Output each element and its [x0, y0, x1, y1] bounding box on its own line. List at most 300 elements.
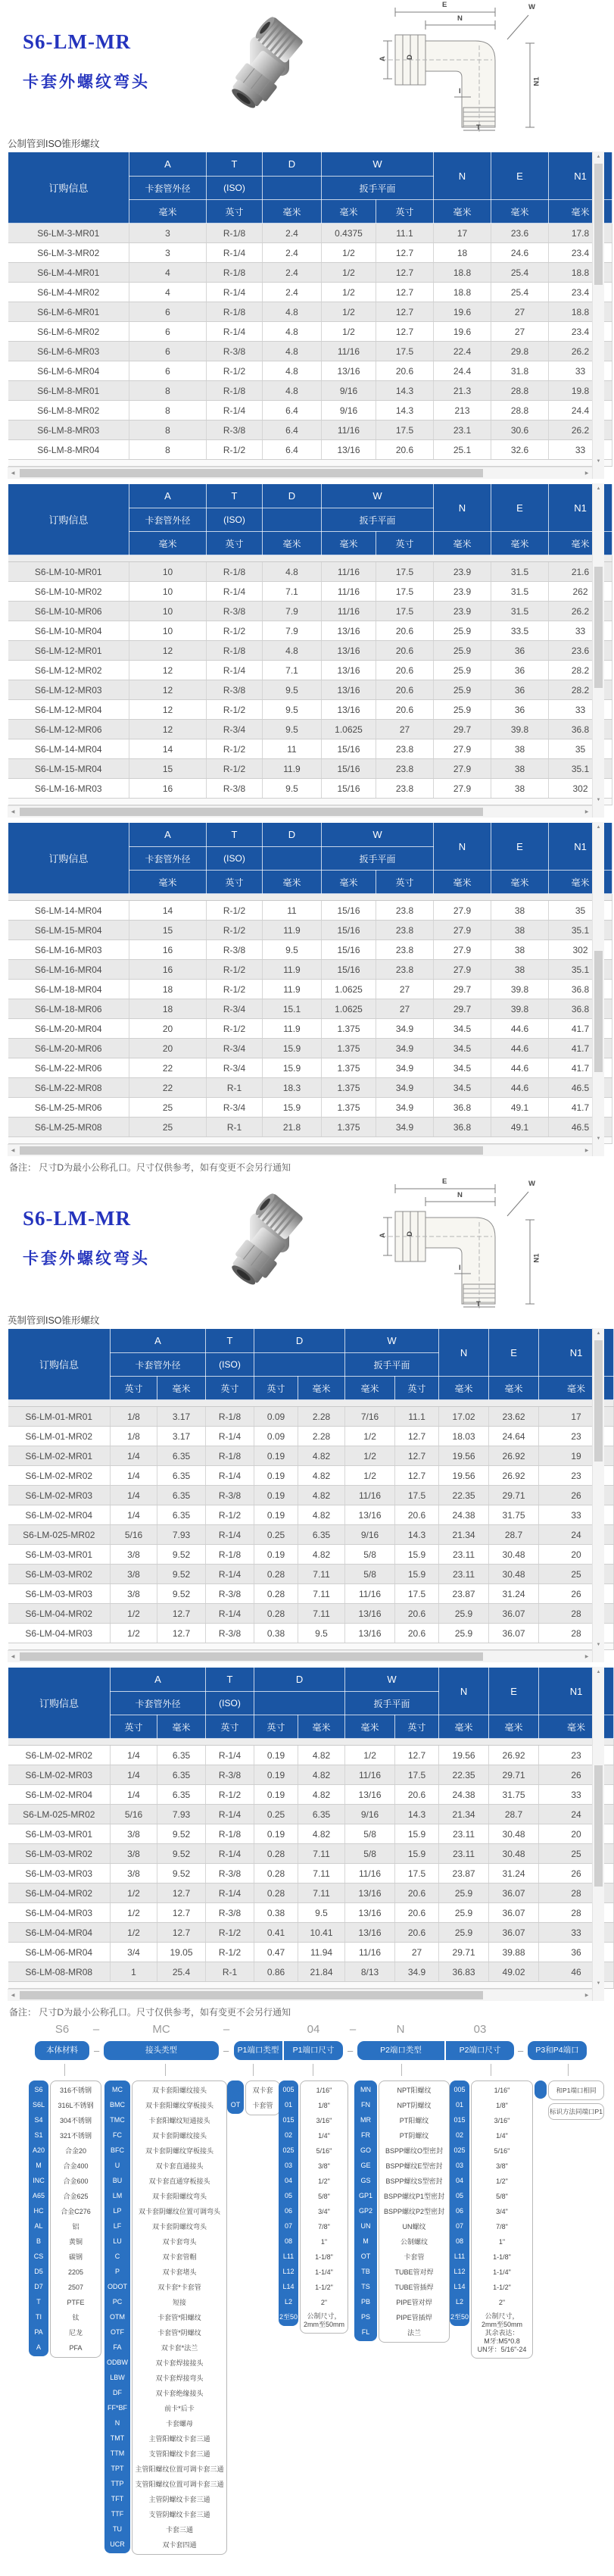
dim-label-t: T	[476, 1300, 481, 1308]
table-cell: R-1/4	[206, 1844, 254, 1864]
clipped-row	[8, 1982, 614, 1989]
desc-cell: 双卡套阳螺纹接头	[151, 2087, 207, 2094]
col-header	[254, 1353, 345, 1377]
code-cell: 07	[455, 2222, 463, 2230]
table-cell: S6-LM-14-MR04	[8, 901, 129, 921]
desc-cell: 双卡套弯头	[162, 2238, 197, 2246]
horizontal-scrollbar[interactable]	[8, 805, 592, 818]
code-cell: 005	[453, 2086, 466, 2093]
table-cell: 23.11	[439, 1844, 489, 1864]
desc-cell: 双卡套焊接弯头	[155, 2374, 204, 2382]
table-cell: 11.9	[263, 1019, 322, 1039]
table-cell: 0.19	[254, 1765, 298, 1785]
table-cell: 28.7	[489, 1805, 539, 1824]
desc-cell: 2507	[67, 2284, 84, 2291]
table-cell: R-1/8	[206, 1407, 254, 1427]
scroll-up-icon[interactable]: ▲	[596, 486, 601, 491]
table-cell: R-3/4	[207, 1039, 263, 1058]
table-cell: 18.8	[434, 263, 491, 283]
scroll-right-icon[interactable]: ▶	[584, 1149, 589, 1153]
table-cell: 27.9	[434, 759, 491, 779]
dim-label-w: W	[528, 3, 535, 11]
horizontal-scrollbar[interactable]	[8, 1989, 592, 2001]
col-header	[263, 177, 322, 200]
table-viewport[interactable]	[8, 1328, 592, 1662]
table-cell: R-3/8	[206, 1624, 254, 1643]
table-cell: S6-LM-16-MR03	[8, 940, 129, 960]
table-cell: 36	[491, 680, 549, 700]
table-cell: 12.7	[376, 302, 434, 322]
table-viewport[interactable]	[8, 483, 592, 818]
scroll-right-icon[interactable]: ▶	[584, 1655, 589, 1659]
scroll-right-icon[interactable]: ▶	[584, 810, 589, 814]
table-cell: 27.9	[434, 921, 491, 940]
table-row	[8, 1118, 612, 1137]
table-cell: R-1/4	[206, 1427, 254, 1446]
vertical-scrollbar[interactable]	[592, 152, 604, 479]
table-cell: S6-LM-22-MR06	[8, 1058, 129, 1078]
table-cell: 46.5	[549, 1118, 612, 1137]
dim-label-n1: N1	[532, 77, 541, 86]
horizontal-scroll-thumb[interactable]	[20, 1652, 483, 1661]
vertical-scrollbar[interactable]	[592, 1328, 604, 1662]
code-cell: UCR	[110, 2540, 125, 2548]
table-cell: 17.5	[376, 420, 434, 440]
table-row	[8, 980, 612, 999]
table-cell: 15.9	[395, 1844, 439, 1864]
unit-header: 毫米	[263, 532, 322, 555]
horizontal-scroll-thumb[interactable]	[20, 808, 483, 816]
table-cell: 30.48	[489, 1565, 539, 1584]
table-cell: 25	[129, 1098, 207, 1118]
code-cell: FC	[113, 2131, 122, 2139]
desc-cell: 双卡套绝缘接头	[155, 2390, 204, 2397]
table-cell: 20.6	[395, 1884, 439, 1903]
table-cell: 23.11	[439, 1565, 489, 1584]
code-cell: GO	[360, 2146, 371, 2154]
table-cell: 3/8	[111, 1844, 157, 1864]
table-row	[8, 562, 612, 582]
table-cell: S6-LM-18-MR06	[8, 999, 129, 1019]
table-cell: 9/16	[345, 1805, 395, 1824]
table-cell: 11.9	[263, 921, 322, 940]
code-cell: T	[36, 2298, 41, 2306]
pill-p1-port-size: P1端口尺寸	[284, 2041, 343, 2060]
code-cell: 025	[453, 2146, 466, 2154]
col-header: N1	[549, 823, 612, 871]
code-cell: 08	[455, 2237, 463, 2245]
table-cell: 26.2	[549, 602, 612, 621]
table-cell: S6-LM-12-MR03	[8, 680, 129, 700]
table-row	[8, 661, 612, 680]
table-cell: R-3/8	[207, 420, 263, 440]
table-cell: 0.19	[254, 1824, 298, 1844]
scroll-left-icon[interactable]: ◀	[11, 1149, 15, 1153]
unit-header: 毫米	[439, 1715, 489, 1739]
table-cell: 1/2	[345, 1746, 395, 1765]
vertical-scroll-thumb[interactable]	[594, 1340, 603, 1462]
scroll-left-icon[interactable]: ◀	[11, 1993, 15, 1998]
table-row	[8, 582, 612, 602]
table-cell: 17	[434, 224, 491, 243]
vertical-scroll-thumb[interactable]	[594, 1765, 603, 1887]
table-cell: 29.7	[434, 999, 491, 1019]
col-header: E	[491, 484, 549, 532]
table-cell: 1/2	[345, 1466, 395, 1486]
col-header: 订购信息	[8, 1329, 111, 1400]
desc-cell: 卡套管*阳螺纹	[157, 2314, 201, 2321]
table-cell: 4	[129, 283, 207, 302]
product-photo	[210, 5, 324, 129]
desc-cell: 双卡套阴螺纹穿板接头	[145, 2147, 213, 2155]
vertical-scroll-thumb[interactable]	[594, 951, 603, 1072]
table-cell: 21.3	[434, 381, 491, 401]
table-cell: 26	[539, 1584, 614, 1604]
table-cell: 13/16	[322, 680, 376, 700]
scroll-down-icon[interactable]: ▼	[596, 459, 601, 464]
desc-cell: 1"	[498, 2238, 506, 2246]
table-cell: 12.7	[157, 1923, 206, 1943]
table-cell: R-1	[207, 1078, 263, 1098]
table-cell: 1.0625	[322, 999, 376, 1019]
col-header: N1	[549, 484, 612, 532]
table-cell: 31.75	[489, 1785, 539, 1805]
table-cell: 23.11	[439, 1824, 489, 1844]
col-header: N1	[539, 1329, 614, 1377]
table-cell: R-1/4	[206, 1466, 254, 1486]
code-cell: U	[114, 2162, 120, 2169]
table-cell: 6	[129, 302, 207, 322]
horizontal-scrollbar[interactable]	[8, 467, 592, 479]
note-text: 备注： 尺寸D为最小公称孔口。尺寸仅供参考，如有变更不会另行通知	[9, 1162, 291, 1173]
product-code-title: S6-LM-MR	[23, 30, 131, 53]
desc-cell: 1-1/2"	[493, 2284, 511, 2291]
table-cell: 20.6	[376, 700, 434, 720]
vertical-scrollbar[interactable]	[592, 1667, 604, 2001]
clipped-row	[8, 1643, 614, 1650]
p3-p4-note-box: 标识方法同端口P1	[548, 2103, 604, 2120]
scroll-left-icon[interactable]: ◀	[11, 810, 15, 814]
col-header: A	[129, 152, 207, 177]
table-cell: 21.34	[439, 1525, 489, 1545]
table-cell: 28	[539, 1624, 614, 1643]
table-row	[8, 1078, 612, 1098]
table-cell: 11/16	[345, 1765, 395, 1785]
scroll-left-icon[interactable]: ◀	[11, 471, 15, 476]
table-cell: S6-LM-3-MR01	[8, 224, 129, 243]
table-cell: 0.25	[254, 1525, 298, 1545]
table-cell: 0.19	[254, 1785, 298, 1805]
table-cell: 4.82	[298, 1746, 345, 1765]
table-cell: 17.5	[376, 562, 434, 582]
code-cell: LP	[113, 2207, 122, 2215]
table-cell: 6	[129, 322, 207, 342]
table-cell: 27	[491, 322, 549, 342]
code-cell: FA	[113, 2343, 122, 2351]
table-cell: 9.5	[298, 1903, 345, 1923]
col-header: W	[322, 823, 434, 847]
table-row	[8, 1584, 614, 1604]
code-cell: A	[36, 2343, 41, 2351]
table-cell: 15.9	[263, 1058, 322, 1078]
col-header: E	[489, 1668, 539, 1715]
table-row	[8, 1446, 614, 1466]
dim-label-i: I	[459, 1264, 461, 1272]
desc-cell: PTFE	[67, 2299, 85, 2306]
table-cell: S6-LM-10-MR06	[8, 602, 129, 621]
table-cell: 5/16	[111, 1525, 157, 1545]
table-cell: 10	[129, 582, 207, 602]
table-cell: 35	[549, 739, 612, 759]
table-cell: 24.64	[489, 1427, 539, 1446]
table-row	[8, 1427, 614, 1446]
code-cell: S1	[34, 2131, 43, 2139]
table-cell: 20	[539, 1824, 614, 1844]
desc-cell: PT阳螺纹	[399, 2117, 429, 2124]
table-cell: 31.5	[491, 562, 549, 582]
code-cell: TB	[361, 2268, 370, 2275]
table-cell: 20	[539, 1545, 614, 1565]
table-cell: 0.09	[254, 1427, 298, 1446]
table-cell: 23.8	[376, 739, 434, 759]
table-row	[8, 1525, 614, 1545]
table-cell: 9.5	[263, 700, 322, 720]
table-cell: 1/2	[322, 302, 376, 322]
code-cell: 03	[284, 2162, 292, 2169]
dimension-table-metric-2	[8, 483, 612, 805]
table-cell: 28.8	[491, 401, 549, 420]
code-cell: C	[114, 2252, 120, 2260]
desc-cell: 3/8"	[318, 2162, 330, 2170]
scroll-down-icon[interactable]: ▼	[596, 1136, 601, 1141]
code-cell: S4	[34, 2116, 43, 2124]
table-cell: 6.35	[157, 1446, 206, 1466]
col-header: 订购信息	[8, 1668, 111, 1739]
table-cell: 17.5	[376, 582, 434, 602]
unit-header: 英寸	[395, 1715, 439, 1739]
table-cell: 13/16	[322, 621, 376, 641]
dim-label-n1: N1	[532, 1253, 541, 1263]
unit-header: 毫米	[489, 1715, 539, 1739]
table-row	[8, 1486, 614, 1505]
table-row	[8, 243, 612, 263]
scroll-up-icon[interactable]: ▲	[596, 155, 601, 159]
horizontal-scroll-thumb[interactable]	[20, 1146, 483, 1155]
dim-label-n: N	[457, 14, 463, 23]
desc-cell: UN螺纹	[402, 2223, 426, 2231]
pill-dash: –	[348, 2045, 354, 2056]
desc-cell: 卡套管*阴螺纹	[157, 2329, 201, 2337]
table-cell: 24.6	[491, 243, 549, 263]
table-cell: 34.9	[376, 1019, 434, 1039]
table-cell: 16	[129, 940, 207, 960]
table-cell: 36.83	[439, 1962, 489, 1982]
table-cell: 36.8	[549, 999, 612, 1019]
scroll-right-icon[interactable]: ▶	[584, 471, 589, 476]
table-cell: R-3/8	[206, 1584, 254, 1604]
scroll-up-icon[interactable]: ▲	[596, 1331, 601, 1336]
connector-line	[568, 2064, 569, 2076]
code-cell: 01	[455, 2101, 463, 2109]
desc-cell: 1-1/4"	[493, 2268, 511, 2276]
code-cell: PB	[360, 2298, 370, 2306]
scroll-down-icon[interactable]: ▼	[596, 1981, 601, 1986]
table-cell: 1/8	[111, 1427, 157, 1446]
table-cell: S6-LM-8-MR03	[8, 420, 129, 440]
horizontal-scroll-thumb[interactable]	[20, 1991, 483, 1999]
table-cell: 28	[539, 1604, 614, 1624]
table-cell: 35.1	[549, 921, 612, 940]
table-cell: S6-LM-06-MR04	[8, 1943, 111, 1962]
code-bar	[104, 2080, 130, 2553]
code-cell	[535, 2082, 547, 2097]
table-cell: R-3/8	[207, 342, 263, 361]
table-cell: 29.7	[434, 720, 491, 739]
code-bar	[535, 2080, 547, 2099]
code-bar	[279, 2080, 298, 2326]
table-cell: R-1/8	[206, 1545, 254, 1565]
pill-p1-port-type: P1端口类型	[234, 2041, 282, 2060]
table-cell: 41.7	[549, 1039, 612, 1058]
desc-cell: 1/4"	[318, 2132, 330, 2140]
table-cell: 7.93	[157, 1525, 206, 1545]
table-cell: R-3/8	[206, 1486, 254, 1505]
table-cell: 1.0625	[322, 720, 376, 739]
unit-header: 毫米	[491, 200, 549, 224]
scroll-right-icon[interactable]: ▶	[584, 1993, 589, 1998]
ordering-column-p3-p4	[535, 2080, 604, 2100]
vertical-scrollbar[interactable]	[592, 483, 604, 818]
horizontal-scrollbar[interactable]	[8, 1144, 592, 1156]
table-cell: 26.92	[489, 1466, 539, 1486]
scroll-up-icon[interactable]: ▲	[596, 825, 601, 830]
code-cell: 05	[455, 2192, 463, 2199]
horizontal-scroll-thumb[interactable]	[20, 469, 483, 477]
table-cell: S6-LM-12-MR04	[8, 700, 129, 720]
desc-cell: 1"	[320, 2238, 328, 2246]
desc-cell: BSPP螺纹O型密封	[385, 2147, 443, 2155]
table-cell: R-1/2	[207, 1019, 263, 1039]
table-cell: 23.8	[376, 901, 434, 921]
unit-header: 毫米	[439, 1377, 489, 1400]
table-cell: S6-LM-25-MR06	[8, 1098, 129, 1118]
table-cell: 23.4	[549, 283, 612, 302]
code-cell: S6	[34, 2086, 43, 2093]
code-cell: L14	[282, 2283, 295, 2290]
table-cell: 10.41	[298, 1923, 345, 1943]
table-viewport[interactable]	[8, 822, 592, 1156]
table-cell: 7.11	[298, 1565, 345, 1584]
table-cell: 12.7	[376, 243, 434, 263]
table-cell: 7.9	[263, 602, 322, 621]
table-cell: 38	[491, 739, 549, 759]
table-cell: 15.9	[395, 1565, 439, 1584]
table-cell: 213	[434, 401, 491, 420]
table-cell: 3.17	[157, 1427, 206, 1446]
table-cell: 30.48	[489, 1824, 539, 1844]
unit-header: 英寸	[254, 1715, 298, 1739]
table-cell: 17.5	[376, 602, 434, 621]
table-viewport[interactable]	[8, 152, 592, 479]
table-cell: R-3/4	[207, 999, 263, 1019]
table-cell: 24.4	[434, 361, 491, 381]
table-cell: 1/4	[111, 1746, 157, 1765]
unit-header: 毫米	[434, 200, 491, 224]
table-cell: 15.9	[263, 1039, 322, 1058]
code-cell: OTM	[110, 2313, 125, 2321]
horizontal-scrollbar[interactable]	[8, 1650, 592, 1662]
table-cell: 4.82	[298, 1765, 345, 1785]
desc-cell: 双卡套堵头	[162, 2268, 197, 2276]
code-cell: HC	[33, 2207, 44, 2215]
code-cell: TS	[361, 2283, 370, 2290]
table-cell: 46.5	[549, 1078, 612, 1098]
unit-header: 毫米	[434, 532, 491, 555]
table-cell: 25.9	[439, 1923, 489, 1943]
table-cell: 36	[539, 1943, 614, 1962]
table-cell: 14	[129, 739, 207, 759]
table-cell: 27.9	[434, 901, 491, 921]
table-cell: 34.9	[376, 1078, 434, 1098]
table-row	[8, 263, 612, 283]
col-header	[263, 847, 322, 871]
table-cell: S6-LM-03-MR01	[8, 1545, 111, 1565]
table-viewport[interactable]	[8, 1667, 592, 2001]
code-cell: 02	[455, 2131, 463, 2139]
table-cell: 34.9	[376, 1118, 434, 1137]
table-cell: 0.28	[254, 1604, 298, 1624]
table-cell: 0.19	[254, 1446, 298, 1466]
scroll-down-icon[interactable]: ▼	[596, 798, 601, 802]
table-cell: 25.9	[439, 1604, 489, 1624]
table-cell: 17.02	[439, 1407, 489, 1427]
code-cell: UN	[360, 2222, 371, 2230]
col-header: N	[434, 823, 491, 871]
scroll-left-icon[interactable]: ◀	[11, 1655, 15, 1659]
table-cell: 13/16	[322, 661, 376, 680]
dim-label-e: E	[442, 1177, 447, 1186]
section-label-imperial: 英制管到ISO锥形螺纹	[8, 1315, 100, 1326]
unit-header: 毫米	[157, 1715, 206, 1739]
scroll-down-icon[interactable]: ▼	[596, 1643, 601, 1647]
table-cell: S6-LM-12-MR02	[8, 661, 129, 680]
desc-cell: 7/8"	[496, 2223, 508, 2231]
vertical-scroll-thumb[interactable]	[594, 567, 603, 688]
code-cell: FR	[361, 2131, 370, 2139]
table-cell: 11/16	[345, 1486, 395, 1505]
vertical-scroll-thumb[interactable]	[594, 164, 603, 285]
table-cell: 25.9	[434, 661, 491, 680]
table-cell: 1/2	[111, 1604, 157, 1624]
desc-cell: 公制尺寸， 2mm至50mm 其余表达： M牙:M5*0.8 UN牙：5/16"-24	[477, 2312, 527, 2353]
table-cell: 29.8	[491, 342, 549, 361]
desc-cell: 3/8"	[496, 2162, 508, 2170]
code-cell: MR	[360, 2116, 371, 2124]
table-cell: 7.9	[263, 621, 322, 641]
desc-cell: 双卡套*卡套管	[157, 2284, 201, 2291]
table-cell: 9.52	[157, 1545, 206, 1565]
scroll-up-icon[interactable]: ▲	[596, 1670, 601, 1674]
table-cell: 22	[129, 1058, 207, 1078]
elbow-photo-graphic	[210, 1181, 324, 1305]
vertical-scrollbar[interactable]	[592, 822, 604, 1156]
table-cell: 23.9	[434, 582, 491, 602]
table-cell: 18.3	[263, 1078, 322, 1098]
table-cell: 29.71	[489, 1486, 539, 1505]
table-cell: 11.9	[263, 980, 322, 999]
desc-cell: 主管阳螺纹卡套三通	[148, 2435, 210, 2443]
desc-cell: 卡套阳螺纹短通接头	[148, 2117, 210, 2124]
